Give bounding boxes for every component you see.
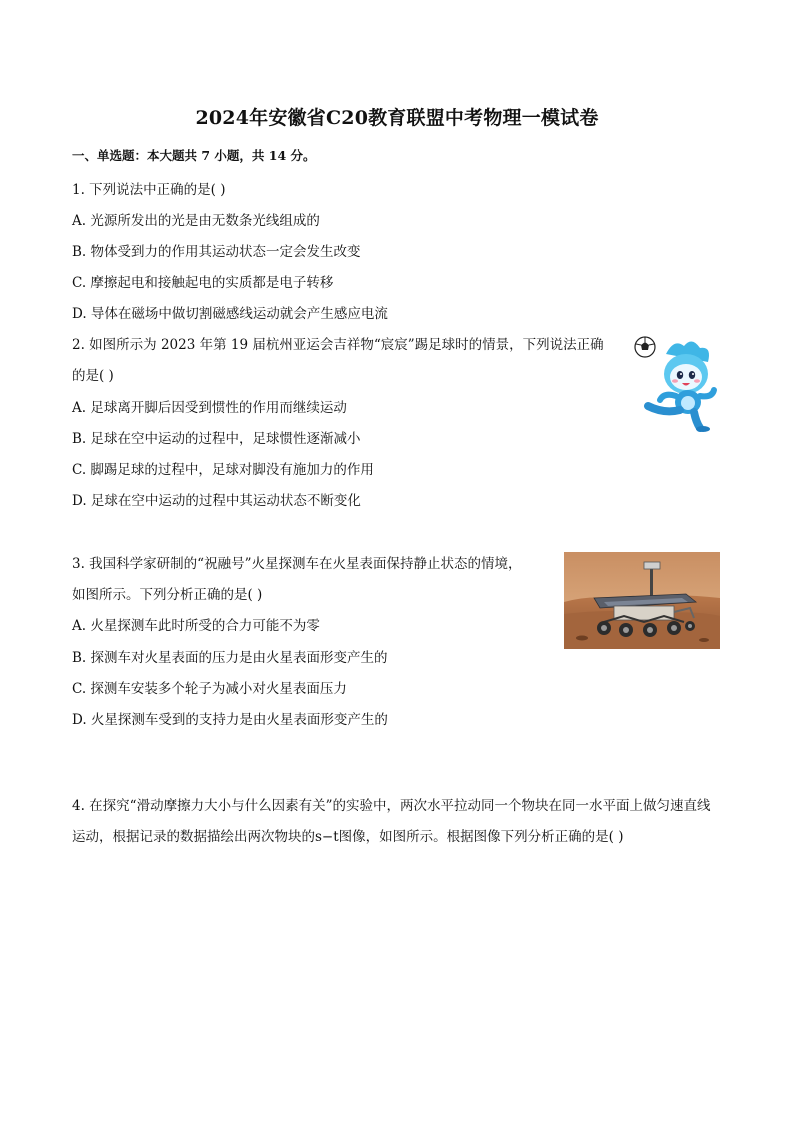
question-1-stem: 1. 下列说法中正确的是( ) bbox=[72, 182, 226, 198]
question-3-stem-line-2: 如图所示。下列分析正确的是( ) bbox=[72, 587, 263, 603]
mars-rover-photo bbox=[564, 552, 720, 649]
exam-title: 2024年安徽省C20教育联盟中考物理一模试卷 bbox=[195, 107, 599, 129]
question-3-option-d: D. 火星探测车受到的支持力是由火星表面形变产生的 bbox=[72, 712, 388, 728]
section-heading: 一、单选题：本大题共 7 小题，共 14 分。 bbox=[72, 148, 316, 163]
question-2-stem-line-1: 2. 如图所示为 2023 年第 19 届杭州亚运会吉祥物“宸宸”踢足球时的情景，下列说法正确 bbox=[72, 337, 604, 353]
question-2-option-c: C. 脚踢足球的过程中，足球对脚没有施加力的作用 bbox=[72, 462, 374, 478]
question-2-option-b: B. 足球在空中运动的过程中，足球惯性逐渐减小 bbox=[72, 431, 361, 447]
question-2-option-d: D. 足球在空中运动的过程中其运动状态不断变化 bbox=[72, 493, 361, 509]
mascot-kicking-football-illustration bbox=[628, 332, 724, 432]
question-3-option-a: A. 火星探测车此时所受的合力可能不为零 bbox=[72, 618, 320, 634]
question-3-option-b: B. 探测车对火星表面的压力是由火星表面形变产生的 bbox=[72, 650, 388, 666]
question-1-option-c: C. 摩擦起电和接触起电的实质都是电子转移 bbox=[72, 275, 334, 291]
question-4-stem: 4. 在探究“滑动摩擦力大小与什么因素有关”的实验中，两次水平拉动同一个物块在同一水平面上做匀速直线运动，根据记录的数据描绘出两次物块的s−t图像，如图所示。根据图像下列分析正确的是( ) bbox=[72, 798, 711, 845]
question-1-option-b: B. 物体受到力的作用其运动状态一定会发生改变 bbox=[72, 244, 361, 260]
question-2-option-a: A. 足球离开脚后因受到惯性的作用而继续运动 bbox=[72, 400, 347, 416]
question-2-stem-line-2: 的是( ) bbox=[72, 368, 114, 384]
question-1-option-a: A. 光源所发出的光是由无数条光线组成的 bbox=[72, 213, 320, 229]
question-3-stem-line-1: 3. 我国科学家研制的“祝融号”火星探测车在火星表面保持静止状态的情境， bbox=[72, 556, 522, 572]
question-3-option-c: C. 探测车安装多个轮子为减小对火星表面压力 bbox=[72, 681, 347, 697]
question-1-option-d: D. 导体在磁场中做切割磁感线运动就会产生感应电流 bbox=[72, 306, 388, 322]
